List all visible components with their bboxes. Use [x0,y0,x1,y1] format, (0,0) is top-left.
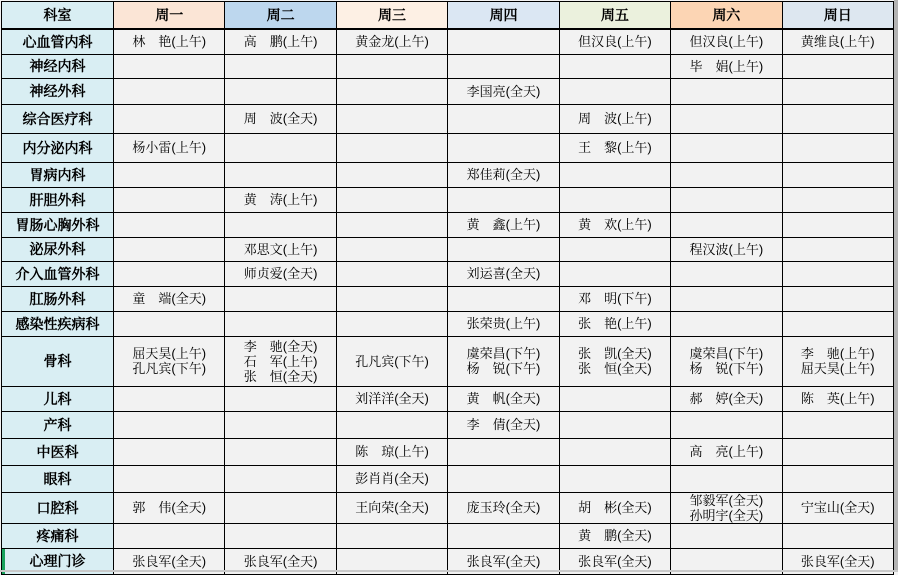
schedule-cell[interactable] [671,311,782,336]
doctor-shift-label: 王 黎(上午) [578,140,652,155]
schedule-cell[interactable] [225,54,336,78]
schedule-cell[interactable] [559,523,670,548]
doctor-shift-label: 周 波(全天) [243,111,318,126]
department-cell[interactable]: 眼科 [2,465,114,492]
schedule-cell[interactable] [671,133,782,162]
doctor-shift-label: 张荣贵(上午) [466,316,541,331]
doctor-shift-label: 郭 伟(全天) [132,500,207,515]
schedule-row [2,212,894,237]
schedule-cell[interactable] [225,286,336,311]
doctor-shift-label: 刘运喜(全天) [466,266,541,281]
schedule-cell[interactable] [114,336,225,386]
schedule-cell[interactable] [114,438,225,465]
department-cell[interactable]: 产科 [2,411,114,438]
column-header-dept[interactable]: 科室 [2,2,114,30]
schedule-row [2,386,894,411]
schedule-cell[interactable] [114,286,225,311]
schedule-cell[interactable] [448,336,559,386]
header-row [2,2,894,30]
schedule-cell[interactable] [225,492,336,523]
schedule-row [2,438,894,465]
department-cell[interactable]: 神经内科 [2,54,114,78]
schedule-cell[interactable] [782,492,893,523]
schedule-row [2,311,894,336]
schedule-row [2,187,894,212]
schedule-cell[interactable] [225,212,336,237]
doctor-shift-label: 林 艳(上午) [132,34,207,50]
schedule-cell[interactable] [225,386,336,411]
doctor-shift-label: 黄 涛(上午) [243,192,318,207]
schedule-cell[interactable] [114,411,225,438]
schedule-cell[interactable] [114,78,225,104]
doctor-shift-label: 张良军(全天) [243,553,318,569]
schedule-row [2,162,894,187]
doctor-shift-label: 邓思文(上午) [243,241,318,257]
schedule-cell[interactable] [336,411,447,438]
schedule-cell[interactable] [225,187,336,212]
schedule-cell[interactable] [336,523,447,548]
schedule-cell[interactable] [559,336,670,386]
schedule-cell[interactable] [782,29,893,54]
schedule-cell[interactable] [448,465,559,492]
schedule-cell[interactable] [782,411,893,438]
schedule-cell[interactable] [114,311,225,336]
doctor-shift-label: 虞荣昌(下午) [466,346,541,361]
department-cell[interactable]: 口腔科 [2,492,114,523]
doctor-shift-label: 高 鹏(上午) [243,34,318,50]
department-cell[interactable]: 综合医疗科 [2,104,114,133]
schedule-cell[interactable] [448,237,559,261]
doctor-shift-label: 李 驰(全天) [243,338,318,354]
doctor-shift-label: 王向荣(全天) [355,500,429,515]
department-cell[interactable]: 疼痛科 [2,523,114,548]
doctor-shift-label: 周 波(上午) [578,111,652,126]
doctor-shift-label: 李 驰(上午) [800,346,875,361]
schedule-cell[interactable] [671,29,782,54]
schedule-row [2,523,894,548]
doctor-shift-label: 但汉良(上午) [689,34,764,50]
schedule-cell[interactable] [114,523,225,548]
schedule-row [2,54,894,78]
schedule-cell[interactable] [448,78,559,104]
schedule-cell[interactable] [448,54,559,78]
doctor-shift-label: 陈 琼(上午) [355,444,429,459]
department-cell[interactable]: 心理门诊 [2,548,114,574]
schedule-cell[interactable] [448,523,559,548]
doctor-shift-label: 孔凡宾(下午) [132,361,207,376]
schedule-row [2,78,894,104]
schedule-cell[interactable] [336,54,447,78]
schedule-cell[interactable] [559,162,670,187]
schedule-cell[interactable] [225,523,336,548]
schedule-cell[interactable] [114,261,225,286]
schedule-cell[interactable] [225,261,336,286]
doctor-shift-label: 张良军(全天) [578,553,652,569]
schedule-cell[interactable] [448,411,559,438]
doctor-shift-label: 邓 明(下午) [578,291,652,306]
schedule-cell[interactable] [671,438,782,465]
schedule-row [2,237,894,261]
schedule-cell[interactable] [336,29,447,54]
doctor-shift-label: 宁宝山(全天) [800,500,875,515]
schedule-cell[interactable] [559,411,670,438]
schedule-cell[interactable] [336,237,447,261]
doctor-shift-label: 张 艳(上午) [578,316,652,331]
schedule-row [2,133,894,162]
schedule-cell[interactable] [671,78,782,104]
window-edge-right [894,0,898,572]
schedule-cell[interactable] [671,162,782,187]
schedule-cell[interactable] [559,237,670,261]
doctor-shift-label: 郑佳莉(全天) [466,167,541,182]
department-cell[interactable]: 感染性疾病科 [2,311,114,336]
doctor-shift-label: 童 端(全天) [132,291,207,306]
schedule-cell[interactable] [114,162,225,187]
schedule-cell[interactable] [559,133,670,162]
schedule-cell[interactable] [225,162,336,187]
schedule-cell[interactable] [336,78,447,104]
schedule-cell[interactable] [114,237,225,261]
schedule-cell[interactable] [114,133,225,162]
schedule-cell[interactable] [559,286,670,311]
schedule-cell[interactable] [225,237,336,261]
department-cell[interactable]: 泌尿外科 [2,237,114,261]
doctor-shift-label: 郝 婷(全天) [689,391,764,406]
schedule-cell[interactable] [225,29,336,54]
schedule-cell[interactable] [671,104,782,133]
schedule-cell[interactable] [671,386,782,411]
doctor-shift-label: 张良军(全天) [466,553,541,569]
schedule-cell[interactable] [448,386,559,411]
schedule-cell[interactable] [336,465,447,492]
schedule-cell[interactable] [336,133,447,162]
doctor-shift-label: 黄 欢(上午) [578,217,652,232]
schedule-row [2,492,894,523]
doctor-shift-label: 李国亮(全天) [466,83,541,99]
department-cell[interactable]: 胃肠心胸外科 [2,212,114,237]
schedule-cell[interactable] [782,336,893,386]
column-header-sat[interactable]: 周六 [671,2,782,30]
doctor-shift-label: 刘洋洋(全天) [355,391,429,406]
schedule-cell[interactable] [114,29,225,54]
department-cell[interactable]: 儿科 [2,386,114,411]
schedule-cell[interactable] [448,29,559,54]
schedule-cell[interactable] [559,78,670,104]
schedule-cell[interactable] [671,187,782,212]
schedule-cell[interactable] [225,438,336,465]
schedule-cell[interactable] [336,386,447,411]
column-header-mon[interactable]: 周一 [114,2,225,30]
schedule-cell[interactable] [559,212,670,237]
doctor-shift-label: 屈天昊(上午) [132,346,207,361]
department-cell[interactable]: 内分泌内科 [2,133,114,162]
doctor-shift-label: 黄 鑫(上午) [466,217,541,232]
schedule-cell[interactable] [782,286,893,311]
doctor-shift-label: 邹毅军(全天) [689,492,764,508]
doctor-shift-label: 虞荣昌(下午) [689,346,764,361]
doctor-shift-label: 张 凯(全天) [578,346,652,361]
doctor-shift-label: 孔凡宾(下午) [355,353,429,369]
doctor-shift-label: 黄维良(上午) [800,34,875,50]
schedule-cell[interactable] [782,438,893,465]
schedule-cell[interactable] [336,104,447,133]
schedule-cell[interactable] [448,104,559,133]
schedule-cell[interactable] [225,465,336,492]
doctor-shift-label: 黄 帆(全天) [466,391,541,406]
doctor-shift-label: 胡 彬(全天) [578,500,652,515]
doctor-shift-label: 陈 英(上午) [800,391,875,406]
doctor-shift-label: 但汉良(上午) [578,34,652,50]
schedule-cell[interactable] [559,29,670,54]
schedule-cell[interactable] [782,162,893,187]
department-cell[interactable]: 心血管内科 [2,29,114,54]
schedule-cell[interactable] [336,286,447,311]
schedule-cell[interactable] [671,212,782,237]
schedule-cell[interactable] [336,212,447,237]
schedule-cell[interactable] [225,78,336,104]
schedule-cell[interactable] [671,492,782,523]
schedule-cell[interactable] [225,311,336,336]
schedule-row [2,29,894,54]
doctor-shift-label: 张 恒(全天) [243,368,318,384]
doctor-shift-label: 杨小雷(上午) [132,140,207,155]
department-cell[interactable]: 中医科 [2,438,114,465]
doctor-shift-label: 彭肖肖(全天) [355,471,429,486]
doctor-shift-label: 程汉波(上午) [689,241,764,257]
schedule-cell[interactable] [671,286,782,311]
schedule-cell[interactable] [336,187,447,212]
schedule-cell[interactable] [559,104,670,133]
doctor-shift-label: 黄 鹏(全天) [578,528,652,543]
schedule-cell[interactable] [782,212,893,237]
doctor-shift-label: 毕 娟(上午) [689,58,764,74]
schedule-cell[interactable] [225,336,336,386]
column-header-thu[interactable]: 周四 [448,2,559,30]
doctor-shift-label: 黄金龙(上午) [355,34,429,50]
schedule-cell[interactable] [559,438,670,465]
schedule-cell[interactable] [782,104,893,133]
schedule-row [2,286,894,311]
schedule-row [2,336,894,386]
column-header-fri[interactable]: 周五 [559,2,670,30]
schedule-cell[interactable] [336,162,447,187]
department-cell[interactable]: 介入血管外科 [2,261,114,286]
schedule-cell[interactable] [782,78,893,104]
schedule-cell[interactable] [559,311,670,336]
schedule-cell[interactable] [671,336,782,386]
schedule-cell[interactable] [114,187,225,212]
schedule-cell[interactable] [448,187,559,212]
schedule-cell[interactable] [671,411,782,438]
schedule-cell[interactable] [559,492,670,523]
schedule-cell[interactable] [559,54,670,78]
schedule-row [2,104,894,133]
doctor-shift-label: 张良军(全天) [800,553,875,569]
schedule-cell[interactable] [559,187,670,212]
doctor-shift-label: 高 亮(上午) [689,444,764,459]
doctor-shift-label: 石 军(上午) [243,353,318,369]
schedule-cell[interactable] [782,465,893,492]
schedule-cell[interactable] [448,162,559,187]
schedule-cell[interactable] [559,465,670,492]
doctor-shift-label: 屈天昊(上午) [800,361,875,376]
schedule-cell[interactable] [448,212,559,237]
department-cell[interactable]: 肝胆外科 [2,187,114,212]
department-cell[interactable]: 胃病内科 [2,162,114,187]
schedule-table [1,1,894,575]
schedule-cell[interactable] [671,465,782,492]
schedule-row [2,411,894,438]
department-cell[interactable]: 骨科 [2,336,114,386]
schedule-cell[interactable] [336,492,447,523]
schedule-cell[interactable] [114,212,225,237]
schedule-cell[interactable] [225,411,336,438]
doctor-shift-label: 庞玉玲(全天) [466,500,541,515]
schedule-cell[interactable] [782,133,893,162]
schedule-cell[interactable] [448,438,559,465]
schedule-cell[interactable] [782,386,893,411]
department-cell[interactable]: 肛肠外科 [2,286,114,311]
schedule-cell[interactable] [448,286,559,311]
schedule-cell[interactable] [225,133,336,162]
schedule-cell[interactable] [782,311,893,336]
schedule-cell[interactable] [782,261,893,286]
doctor-shift-label: 师贞爱(全天) [243,266,318,281]
schedule-cell[interactable] [782,523,893,548]
schedule-cell[interactable] [225,104,336,133]
doctor-shift-label: 张 恒(全天) [578,361,652,376]
schedule-cell[interactable] [448,311,559,336]
schedule-cell[interactable] [671,523,782,548]
schedule-cell[interactable] [671,261,782,286]
schedule-cell[interactable] [559,386,670,411]
schedule-cell[interactable] [336,438,447,465]
schedule-cell[interactable] [448,261,559,286]
schedule-cell[interactable] [448,492,559,523]
doctor-shift-label: 杨 锐(下午) [689,361,764,376]
schedule-cell[interactable] [114,386,225,411]
schedule-cell[interactable] [336,311,447,336]
schedule-cell[interactable] [671,54,782,78]
doctor-shift-label: 张良军(全天) [132,553,207,569]
schedule-cell[interactable] [114,465,225,492]
schedule-cell[interactable] [559,261,670,286]
schedule-row [2,465,894,492]
schedule-cell[interactable] [336,336,447,386]
schedule-cell[interactable] [782,237,893,261]
schedule-cell[interactable] [782,54,893,78]
schedule-cell[interactable] [114,492,225,523]
department-cell[interactable]: 神经外科 [2,78,114,104]
column-header-wed[interactable]: 周三 [336,2,447,30]
doctor-shift-label: 李 倩(全天) [466,417,541,432]
schedule-cell[interactable] [114,104,225,133]
schedule-cell[interactable] [782,187,893,212]
doctor-shift-label: 孙明宇(全天) [689,507,764,523]
column-header-sun[interactable]: 周日 [782,2,893,30]
schedule-cell[interactable] [671,237,782,261]
doctor-shift-label: 杨 锐(下午) [466,361,541,376]
schedule-row [2,261,894,286]
schedule-cell[interactable] [114,54,225,78]
column-header-tue[interactable]: 周二 [225,2,336,30]
schedule-cell[interactable] [448,133,559,162]
schedule-cell[interactable] [336,261,447,286]
